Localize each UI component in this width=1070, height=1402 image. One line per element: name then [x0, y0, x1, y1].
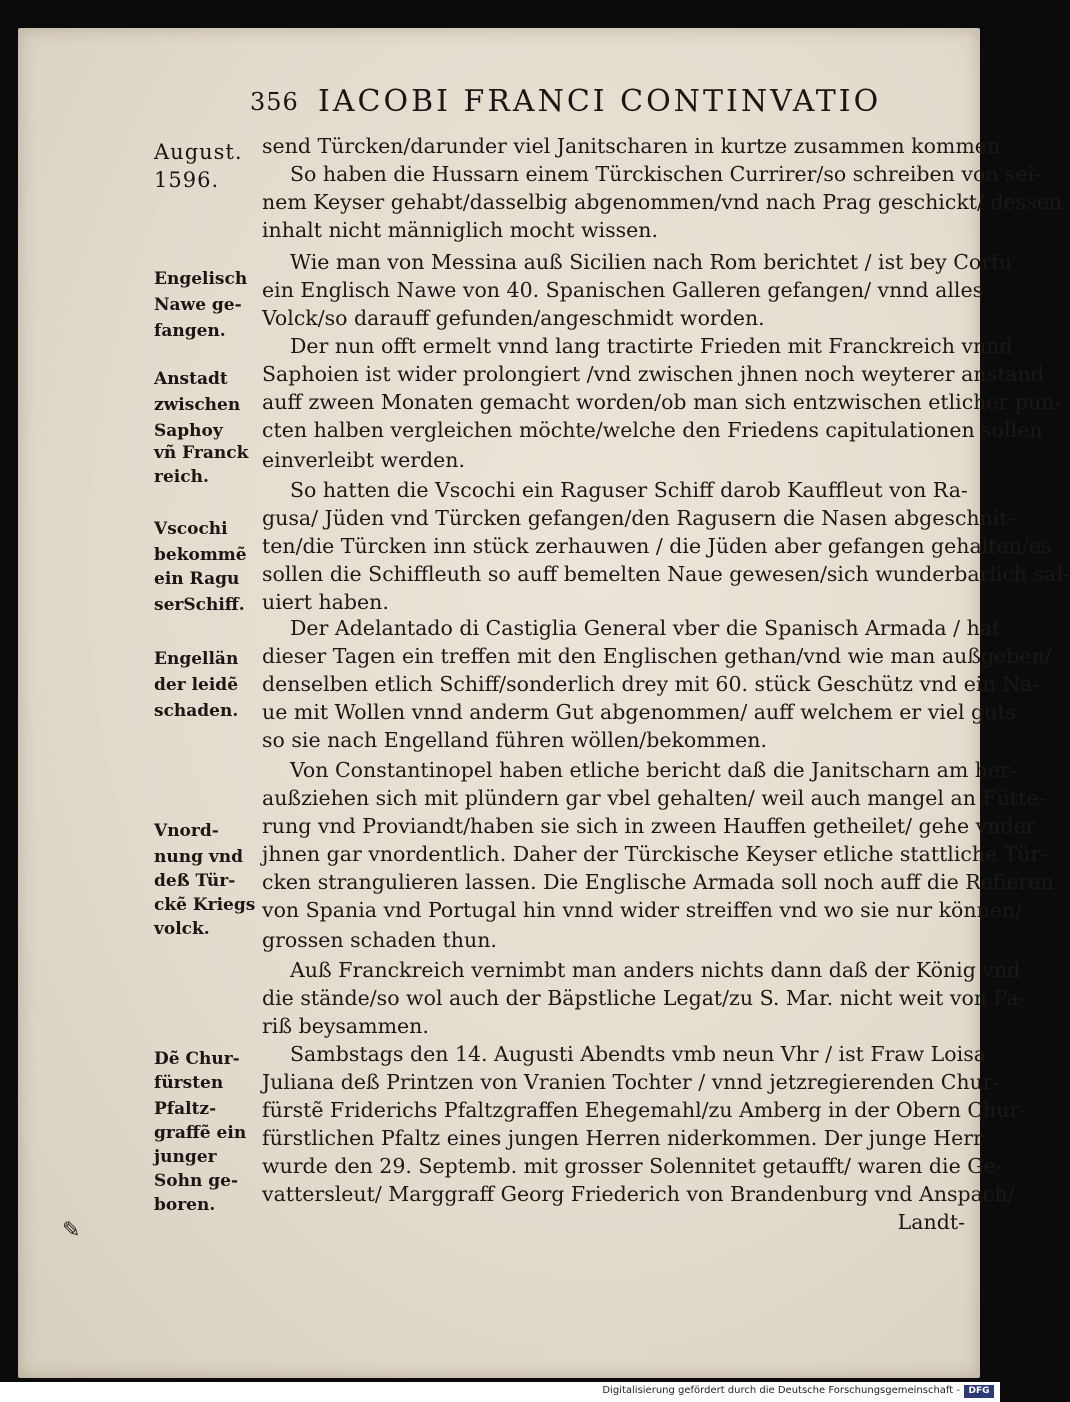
- body-line: einverleibt werden.: [262, 448, 465, 472]
- margin-note-5-line-1: Vnord-: [154, 821, 219, 841]
- margin-note-6-line-4: graffẽ ein: [154, 1123, 247, 1143]
- body-line: Wie man von Messina auß Sicilien nach Rom berichtet / ist bey Corfu: [290, 250, 1012, 274]
- footer-credit: Digitalisierung gefördert durch die Deutsche Forschungsgemeinschaft -: [602, 1385, 960, 1396]
- body-line: Sambstags den 14. Augusti Abendts vmb neun Vhr / ist Fraw Loisa: [290, 1042, 986, 1066]
- margin-note-1-line-2: Nawe ge-: [154, 295, 242, 315]
- margin-note-6-line-1: Dẽ Chur-: [154, 1049, 240, 1069]
- body-line: fürstlichen Pfaltz eines jungen Herren niderkommen. Der junge Herr: [262, 1126, 983, 1150]
- body-line: von Spania vnd Portugal hin vnnd wider streiffen vnd wo sie nur können/: [262, 898, 1023, 922]
- margin-note-3-line-4: serSchiff.: [154, 595, 245, 615]
- margin-note-3-line-3: ein Ragu: [154, 569, 240, 589]
- body-line: So haben die Hussarn einem Türckischen Currirer/so schreiben von sei-: [290, 162, 1042, 186]
- margin-note-2-line-1: Anstadt: [154, 369, 228, 389]
- body-line: jhnen gar vnordentlich. Daher der Türckische Keyser etliche stattliche Tür-: [262, 842, 1048, 866]
- margin-note-4-line-3: schaden.: [154, 701, 239, 721]
- body-line: Von Constantinopel haben etliche bericht daß die Janitscharn am her-: [290, 758, 1017, 782]
- margin-note-6-line-3: Pfaltz-: [154, 1099, 217, 1119]
- margin-note-1-line-1: Engelisch: [154, 269, 248, 289]
- body-line: auff zween Monaten gemacht worden/ob man sich entzwischen etlicher pun-: [262, 390, 1062, 414]
- ink-blot-icon: ✎: [62, 1218, 81, 1243]
- body-line: Der nun offt ermelt vnnd lang tractirte Frieden mit Franckreich vnnd: [290, 334, 1013, 358]
- footer-bar: [0, 1382, 1000, 1402]
- body-line: ue mit Wollen vnnd anderm Gut abgenommen/ auff welchem er viel guts: [262, 700, 1017, 724]
- body-line: rung vnd Proviandt/haben sie sich in zween Hauffen getheilet/ gehe vnder: [262, 814, 1036, 838]
- margin-note-4-line-1: Engellän: [154, 649, 239, 669]
- body-line: gusa/ Jüden vnd Türcken gefangen/den Ragusern die Nasen abgeschnit-: [262, 506, 1015, 530]
- body-line: Auß Franckreich vernimbt man anders nichts dann daß der König vnd: [290, 958, 1021, 982]
- body-line: Volck/so darauff gefunden/angeschmidt worden.: [262, 306, 765, 330]
- body-line: send Türcken/darunder viel Janitscharen in kurtze zusammen kommen.: [262, 134, 1007, 158]
- margin-note-5-line-3: deß Tür-: [154, 871, 236, 891]
- body-line: uiert haben.: [262, 590, 389, 614]
- body-line: dieser Tagen ein treffen mit den Englischen gethan/vnd wie man außgeben/: [262, 644, 1052, 668]
- body-line: cken strangulieren lassen. Die Englische Armada soll noch auff die Refieren: [262, 870, 1054, 894]
- body-line: So hatten die Vscochi ein Raguser Schiff darob Kauffleut von Ra-: [290, 478, 968, 502]
- margin-note-4-line-2: der leidẽ: [154, 675, 239, 695]
- margin-note-2-line-5: reich.: [154, 467, 209, 487]
- margin-note-2-line-2: zwischen: [154, 395, 241, 415]
- dfg-logo: DFG: [964, 1385, 994, 1398]
- margin-note-5-line-5: volck.: [154, 919, 210, 939]
- body-line: ten/die Türcken inn stück zerhauwen / die Jüden aber gefangen gehalten/es: [262, 534, 1052, 558]
- margin-note-3-line-2: bekommẽ: [154, 545, 247, 565]
- body-line: die stände/so wol auch der Bäpstliche Legat/zu S. Mar. nicht weit von Pa-: [262, 986, 1026, 1010]
- catchword: Landt-: [897, 1210, 965, 1234]
- running-title: IACOBI FRANCI CONTINVATIO: [318, 84, 882, 119]
- page-header: [0, 84, 1000, 124]
- body-line: fürstẽ Friderichs Pfaltzgraffen Ehegemahl/zu Amberg in der Obern Chur-: [262, 1098, 1027, 1122]
- margin-note-5-line-4: ckẽ Kriegs: [154, 895, 256, 915]
- body-line: ein Englisch Nawe von 40. Spanischen Galleren gefangen/ vnnd alles: [262, 278, 984, 302]
- body-line: cten halben vergleichen möchte/welche den Friedens capitulationen sollen: [262, 418, 1043, 442]
- margin-year: 1596.: [154, 168, 220, 192]
- margin-month: August.: [154, 140, 243, 164]
- body-line: grossen schaden thun.: [262, 928, 497, 952]
- body-line: nem Keyser gehabt/dasselbig abgenommen/vnd nach Prag geschickt/ dessen: [262, 190, 1063, 214]
- body-line: riß beysammen.: [262, 1014, 429, 1038]
- body-line: sollen die Schiffleuth so auff bemelten Naue gewesen/sich wunderbarlich sal-: [262, 562, 1070, 586]
- page-number: 356: [250, 88, 299, 116]
- margin-note-3-line-1: Vscochi: [154, 519, 228, 539]
- margin-note-2-line-4: vñ Franck: [154, 443, 249, 463]
- body-line: wurde den 29. Septemb. mit grosser Solennitet getaufft/ waren die Ge-: [262, 1154, 1003, 1178]
- margin-note-5-line-2: nung vnd: [154, 847, 244, 867]
- body-line: Saphoien ist wider prolongiert /vnd zwischen jhnen noch weyterer anstand: [262, 362, 1044, 386]
- margin-note-1-line-3: fangen.: [154, 321, 226, 341]
- margin-note-2-line-3: Saphoy: [154, 421, 223, 441]
- body-line: außziehen sich mit plündern gar vbel gehalten/ weil auch mangel an Fütte-: [262, 786, 1046, 810]
- body-line: inhalt nicht männiglich mocht wissen.: [262, 218, 658, 242]
- margin-note-6-line-7: boren.: [154, 1195, 216, 1215]
- body-line: so sie nach Engelland führen wöllen/bekommen.: [262, 728, 767, 752]
- body-line: vattersleut/ Marggraff Georg Friederich von Brandenburg vnd Anspach/: [262, 1182, 1015, 1206]
- margin-note-6-line-6: Sohn ge-: [154, 1171, 239, 1191]
- body-line: denselben etlich Schiff/sonderlich drey mit 60. stück Geschütz vnd ein Na-: [262, 672, 1040, 696]
- margin-note-6-line-2: fürsten: [154, 1073, 224, 1093]
- body-line: Der Adelantado di Castiglia General vber die Spanisch Armada / hat: [290, 616, 1001, 640]
- body-line: Juliana deß Printzen von Vranien Tochter / vnnd jetzregierenden Chur-: [262, 1070, 1000, 1094]
- margin-note-6-line-5: junger: [154, 1147, 217, 1167]
